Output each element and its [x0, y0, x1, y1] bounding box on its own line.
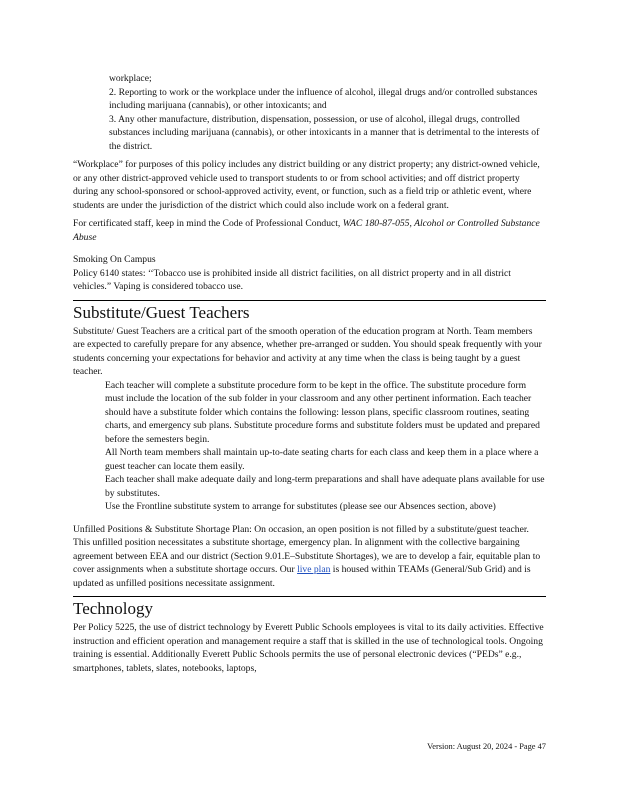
bullet-icon [85, 379, 105, 447]
substitute-bullets [73, 379, 546, 514]
list-item-2: 2. Reporting to work or the workplace under the influence of alcohol, illegal drugs and/or controlled substances including marijuana (cannabis), or other intoxicants; and [109, 86, 538, 111]
certificated-text: For certificated staff, keep in mind the Code of Professional Conduct, [73, 218, 343, 229]
unfilled-positions-plan [73, 523, 546, 591]
smoking-heading: Smoking On Campus [73, 254, 156, 265]
unfilled-text: Unfilled Positions & Substitute Shortage Plan: On occasion, an open position is not filled by a substitute/guest teacher. This unfilled position necessitates a substitute shortage, emergency plan. In alignment with the collective bargaining agreement between EEA and our district (Section 9.01.E–Substitute Shortages), we are to develop a fair, equitable plan to cover assignments when a substitute shortage occurs. Our [73, 523, 541, 575]
list-item [85, 379, 546, 447]
wac-reference: WAC 180-87-055, Alcohol or Controlled Substance Abuse [73, 218, 540, 243]
bullet-icon [85, 500, 105, 514]
list-item [85, 473, 546, 500]
substitute-intro: Substitute/ Guest Teachers are a critical part of the smooth operation of the education program at North. Team members are expected to carefully prepare for any absence, whether pre-arranged or sudden. You should speak frequently with your students concerning your expectations for behavior and activity at any time when the class is being taught by a guest teacher. [73, 325, 542, 377]
live-plan-link[interactable]: live plan [297, 564, 331, 575]
section-divider [73, 596, 546, 597]
technology-policy: Per Policy 5225, the use of district technology by Everett Public Schools employees is vital to its daily activities. Effective instruction and efficient operation and management require a staff that is skilled in the use of technological tools. Ongoing training is essential. Additionally Everett Public Schools permits the use of personal electronic devices (“PEDs” e.g., smartphones, tablets, slates, notebooks, laptops, [73, 622, 544, 674]
section-divider [73, 300, 546, 301]
bullet-text: Use the Frontline substitute system to arrange for substitutes (please see our Absences section, above) [105, 501, 496, 512]
policy-list [73, 72, 546, 153]
technology-section-title: Technology [73, 599, 154, 618]
page-footer: Version: August 20, 2024 - Page 47 [427, 742, 546, 751]
bullet-text: Each teacher shall make adequate daily and long-term preparations and shall have adequate plans available for use by substitutes. [105, 474, 545, 499]
certificated-staff-note [73, 217, 546, 244]
workplace-definition: “Workplace” for purposes of this policy includes any district building or any district property; any district-owned vehicle, or any other district-approved vehicle used to transport students to or from school activities; and off district property during any school-sponsored or school-approved activity, event, or function, such as a field trip or athletic event, where students are under the jurisdiction of the district which could also include work on a federal grant. [73, 159, 540, 211]
smoking-policy: Policy 6140 states: ‘‘Tobacco use is prohibited inside all district facilities, on all district property and in all district vehicles.” Vaping is considered tobacco use. [73, 267, 511, 292]
page-content [73, 72, 546, 675]
list-item-1-tail: workplace; [109, 73, 152, 84]
bullet-text: Each teacher will complete a substitute procedure form to be kept in the office. The substitute procedure form must include the location of the sub folder in your classroom and any other pertinent information. Each teacher should have a substitute folder which contains the following: lesson plans, specific classroom routines, seating charts, and emergency sub plans. Substitute procedure forms and substitute folders must be updated and prepared before the semesters begin. [105, 379, 540, 445]
list-item-3: 3. Any other manufacture, distribution, dispensation, possession, or use of alcohol, illegal drugs, controlled substances including marijuana (cannabis), or other intoxicants in a manner that is detrimental to the interests of the district. [109, 113, 540, 152]
list-item [85, 500, 546, 514]
list-item [85, 446, 546, 473]
bullet-text: All North team members shall maintain up-to-date seating charts for each class and keep them in a place where a guest teacher can locate them easily. [105, 447, 539, 472]
bullet-icon [85, 473, 105, 500]
unfilled-text-end: is housed within TEAMs (General/Sub Grid) and is updated as unfilled positions necessitate assignment. [73, 564, 531, 589]
substitute-section-title: Substitute/Guest Teachers [73, 302, 250, 322]
bullet-icon [85, 446, 105, 473]
